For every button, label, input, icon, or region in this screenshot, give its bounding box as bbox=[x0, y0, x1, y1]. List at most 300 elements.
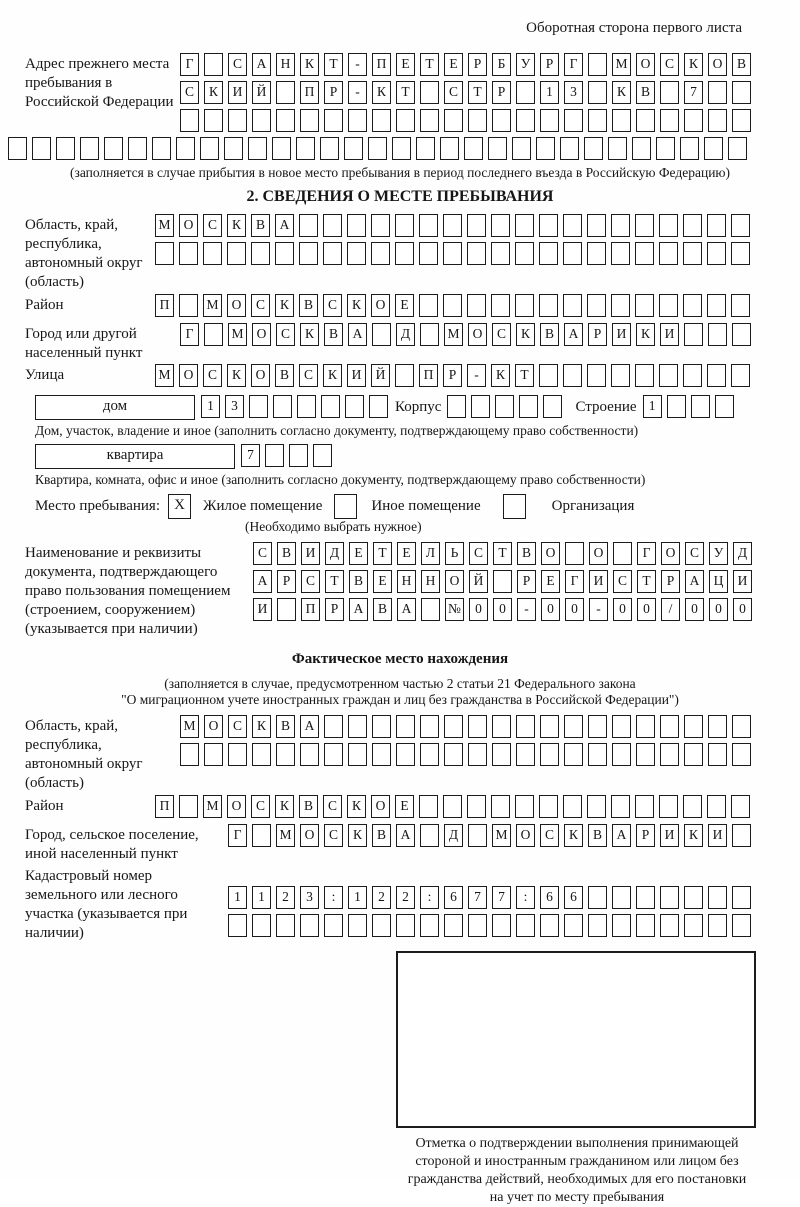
char-box[interactable]: К bbox=[491, 364, 510, 387]
char-box[interactable] bbox=[152, 137, 171, 160]
char-box[interactable] bbox=[179, 242, 198, 265]
char-box[interactable] bbox=[299, 214, 318, 237]
char-box[interactable]: И bbox=[589, 570, 608, 593]
char-box[interactable]: Р bbox=[588, 323, 607, 346]
char-box[interactable] bbox=[608, 137, 627, 160]
char-box[interactable] bbox=[612, 109, 631, 132]
char-box[interactable]: С bbox=[180, 81, 199, 104]
char-box[interactable]: О bbox=[251, 364, 270, 387]
char-box[interactable]: Р bbox=[636, 824, 655, 847]
char-box[interactable] bbox=[204, 323, 223, 346]
char-box[interactable]: 3 bbox=[300, 886, 319, 909]
char-box[interactable] bbox=[419, 214, 438, 237]
char-box[interactable] bbox=[492, 715, 511, 738]
checkbox-residential[interactable]: X bbox=[168, 494, 191, 519]
char-box[interactable]: Й bbox=[469, 570, 488, 593]
char-box[interactable] bbox=[420, 824, 439, 847]
char-box[interactable] bbox=[635, 294, 654, 317]
char-box[interactable] bbox=[467, 294, 486, 317]
char-box[interactable]: И bbox=[253, 598, 272, 621]
char-box[interactable]: И bbox=[612, 323, 631, 346]
char-box[interactable]: О bbox=[204, 715, 223, 738]
char-box[interactable] bbox=[728, 137, 747, 160]
char-box[interactable]: Т bbox=[396, 81, 415, 104]
char-box[interactable] bbox=[563, 364, 582, 387]
char-box[interactable] bbox=[515, 795, 534, 818]
char-box[interactable] bbox=[684, 109, 703, 132]
char-box[interactable] bbox=[543, 395, 562, 418]
char-box[interactable] bbox=[708, 886, 727, 909]
char-box[interactable] bbox=[396, 743, 415, 766]
char-box[interactable] bbox=[560, 137, 579, 160]
char-box[interactable] bbox=[276, 81, 295, 104]
char-box[interactable]: С bbox=[276, 323, 295, 346]
char-box[interactable]: Т bbox=[373, 542, 392, 565]
char-box[interactable]: В bbox=[275, 364, 294, 387]
char-box[interactable]: : bbox=[420, 886, 439, 909]
char-box[interactable]: 3 bbox=[225, 395, 244, 418]
char-box[interactable] bbox=[276, 109, 295, 132]
char-box[interactable]: К bbox=[612, 81, 631, 104]
char-box[interactable]: О bbox=[636, 53, 655, 76]
char-box[interactable] bbox=[324, 715, 343, 738]
char-box[interactable]: С bbox=[253, 542, 272, 565]
char-box[interactable] bbox=[421, 598, 440, 621]
checkbox-organization[interactable] bbox=[503, 494, 526, 519]
char-box[interactable]: В bbox=[276, 715, 295, 738]
char-box[interactable] bbox=[683, 364, 702, 387]
char-box[interactable]: № bbox=[445, 598, 464, 621]
char-box[interactable] bbox=[539, 242, 558, 265]
char-box[interactable]: А bbox=[300, 715, 319, 738]
char-box[interactable]: К bbox=[564, 824, 583, 847]
char-box[interactable] bbox=[180, 109, 199, 132]
char-box[interactable] bbox=[420, 914, 439, 937]
char-box[interactable]: В bbox=[540, 323, 559, 346]
char-box[interactable] bbox=[395, 364, 414, 387]
char-box[interactable] bbox=[667, 395, 686, 418]
char-box[interactable]: В bbox=[299, 795, 318, 818]
char-box[interactable] bbox=[179, 294, 198, 317]
char-box[interactable] bbox=[707, 364, 726, 387]
char-box[interactable] bbox=[252, 824, 271, 847]
char-box[interactable]: И bbox=[347, 364, 366, 387]
char-box[interactable] bbox=[392, 137, 411, 160]
char-box[interactable]: К bbox=[275, 294, 294, 317]
char-box[interactable]: Р bbox=[277, 570, 296, 593]
char-box[interactable] bbox=[683, 242, 702, 265]
char-box[interactable] bbox=[612, 914, 631, 937]
char-box[interactable] bbox=[732, 109, 751, 132]
char-box[interactable] bbox=[296, 137, 315, 160]
char-box[interactable] bbox=[324, 743, 343, 766]
char-box[interactable]: 0 bbox=[613, 598, 632, 621]
char-box[interactable]: А bbox=[685, 570, 704, 593]
char-box[interactable]: 2 bbox=[396, 886, 415, 909]
char-box[interactable] bbox=[660, 914, 679, 937]
char-box[interactable] bbox=[708, 715, 727, 738]
char-box[interactable]: Н bbox=[397, 570, 416, 593]
char-box[interactable] bbox=[444, 743, 463, 766]
char-box[interactable]: 1 bbox=[252, 886, 271, 909]
char-box[interactable]: С bbox=[324, 824, 343, 847]
char-box[interactable]: М bbox=[155, 214, 174, 237]
char-box[interactable] bbox=[731, 242, 750, 265]
char-box[interactable] bbox=[252, 914, 271, 937]
char-box[interactable]: О bbox=[227, 294, 246, 317]
char-box[interactable] bbox=[420, 715, 439, 738]
char-box[interactable] bbox=[467, 795, 486, 818]
char-box[interactable]: А bbox=[612, 824, 631, 847]
char-box[interactable]: 1 bbox=[643, 395, 662, 418]
char-box[interactable]: М bbox=[228, 323, 247, 346]
char-box[interactable]: К bbox=[347, 795, 366, 818]
char-box[interactable]: М bbox=[276, 824, 295, 847]
char-box[interactable] bbox=[516, 743, 535, 766]
char-box[interactable] bbox=[635, 364, 654, 387]
char-box[interactable] bbox=[372, 323, 391, 346]
char-box[interactable]: К bbox=[372, 81, 391, 104]
char-box[interactable]: А bbox=[349, 598, 368, 621]
char-box[interactable] bbox=[660, 109, 679, 132]
char-box[interactable] bbox=[684, 715, 703, 738]
char-box[interactable] bbox=[249, 395, 268, 418]
char-box[interactable] bbox=[540, 109, 559, 132]
char-box[interactable]: И bbox=[228, 81, 247, 104]
char-box[interactable]: А bbox=[348, 323, 367, 346]
char-box[interactable] bbox=[276, 914, 295, 937]
char-box[interactable]: : bbox=[516, 886, 535, 909]
char-box[interactable]: - bbox=[348, 81, 367, 104]
char-box[interactable]: А bbox=[396, 824, 415, 847]
char-box[interactable] bbox=[660, 886, 679, 909]
char-box[interactable] bbox=[731, 214, 750, 237]
char-box[interactable]: О bbox=[661, 542, 680, 565]
char-box[interactable] bbox=[613, 542, 632, 565]
char-box[interactable] bbox=[227, 242, 246, 265]
char-box[interactable] bbox=[611, 214, 630, 237]
char-box[interactable] bbox=[444, 914, 463, 937]
char-box[interactable]: Т bbox=[325, 570, 344, 593]
char-box[interactable]: 7 bbox=[241, 444, 260, 467]
char-box[interactable]: К bbox=[684, 824, 703, 847]
char-box[interactable] bbox=[468, 109, 487, 132]
char-box[interactable]: О bbox=[445, 570, 464, 593]
char-box[interactable]: С bbox=[323, 795, 342, 818]
char-box[interactable] bbox=[564, 715, 583, 738]
char-box[interactable] bbox=[345, 395, 364, 418]
char-box[interactable] bbox=[347, 242, 366, 265]
char-box[interactable] bbox=[321, 395, 340, 418]
char-box[interactable]: П bbox=[155, 795, 174, 818]
char-box[interactable]: К bbox=[636, 323, 655, 346]
char-box[interactable] bbox=[660, 81, 679, 104]
char-box[interactable]: К bbox=[347, 294, 366, 317]
char-box[interactable]: О bbox=[179, 364, 198, 387]
char-box[interactable] bbox=[732, 323, 751, 346]
char-box[interactable]: К bbox=[348, 824, 367, 847]
char-box[interactable] bbox=[612, 886, 631, 909]
char-box[interactable]: Н bbox=[421, 570, 440, 593]
char-box[interactable]: 0 bbox=[709, 598, 728, 621]
char-box[interactable] bbox=[348, 715, 367, 738]
char-box[interactable] bbox=[180, 743, 199, 766]
char-box[interactable]: М bbox=[444, 323, 463, 346]
char-box[interactable] bbox=[420, 743, 439, 766]
char-box[interactable]: 1 bbox=[348, 886, 367, 909]
char-box[interactable] bbox=[704, 137, 723, 160]
char-box[interactable] bbox=[420, 81, 439, 104]
char-box[interactable] bbox=[732, 914, 751, 937]
char-box[interactable] bbox=[395, 214, 414, 237]
char-box[interactable] bbox=[344, 137, 363, 160]
char-box[interactable] bbox=[540, 743, 559, 766]
char-box[interactable] bbox=[320, 137, 339, 160]
char-box[interactable] bbox=[488, 137, 507, 160]
char-box[interactable] bbox=[251, 242, 270, 265]
char-box[interactable]: С bbox=[228, 53, 247, 76]
char-box[interactable]: 1 bbox=[540, 81, 559, 104]
char-box[interactable] bbox=[636, 886, 655, 909]
char-box[interactable] bbox=[659, 242, 678, 265]
char-box[interactable]: С bbox=[323, 294, 342, 317]
char-box[interactable] bbox=[395, 242, 414, 265]
char-box[interactable]: 0 bbox=[565, 598, 584, 621]
char-box[interactable] bbox=[491, 242, 510, 265]
char-box[interactable]: Б bbox=[492, 53, 511, 76]
char-box[interactable] bbox=[203, 242, 222, 265]
char-box[interactable] bbox=[200, 137, 219, 160]
char-box[interactable] bbox=[420, 323, 439, 346]
char-box[interactable]: Й bbox=[252, 81, 271, 104]
char-box[interactable] bbox=[563, 795, 582, 818]
char-box[interactable] bbox=[683, 214, 702, 237]
char-box[interactable] bbox=[708, 743, 727, 766]
char-box[interactable] bbox=[228, 743, 247, 766]
char-box[interactable] bbox=[419, 795, 438, 818]
char-box[interactable] bbox=[493, 570, 512, 593]
char-box[interactable] bbox=[464, 137, 483, 160]
char-box[interactable] bbox=[313, 444, 332, 467]
char-box[interactable]: Т bbox=[420, 53, 439, 76]
char-box[interactable] bbox=[515, 294, 534, 317]
char-box[interactable] bbox=[540, 914, 559, 937]
char-box[interactable] bbox=[516, 81, 535, 104]
char-box[interactable]: - bbox=[467, 364, 486, 387]
char-box[interactable] bbox=[104, 137, 123, 160]
char-box[interactable] bbox=[372, 109, 391, 132]
char-box[interactable]: К bbox=[300, 53, 319, 76]
char-box[interactable]: Г bbox=[564, 53, 583, 76]
char-box[interactable] bbox=[252, 109, 271, 132]
char-box[interactable] bbox=[324, 109, 343, 132]
char-box[interactable] bbox=[176, 137, 195, 160]
char-box[interactable] bbox=[368, 137, 387, 160]
char-box[interactable] bbox=[8, 137, 27, 160]
char-box[interactable]: 3 bbox=[564, 81, 583, 104]
char-box[interactable] bbox=[584, 137, 603, 160]
char-box[interactable] bbox=[540, 715, 559, 738]
char-box[interactable] bbox=[515, 242, 534, 265]
char-box[interactable] bbox=[324, 914, 343, 937]
char-box[interactable] bbox=[32, 137, 51, 160]
char-box[interactable]: Е bbox=[373, 570, 392, 593]
char-box[interactable]: А bbox=[252, 53, 271, 76]
char-box[interactable] bbox=[707, 795, 726, 818]
char-box[interactable] bbox=[588, 53, 607, 76]
char-box[interactable] bbox=[491, 294, 510, 317]
char-box[interactable] bbox=[299, 242, 318, 265]
char-box[interactable]: У bbox=[516, 53, 535, 76]
char-box[interactable] bbox=[228, 109, 247, 132]
char-box[interactable]: В bbox=[588, 824, 607, 847]
char-box[interactable]: О bbox=[708, 53, 727, 76]
char-box[interactable] bbox=[416, 137, 435, 160]
char-box[interactable] bbox=[587, 364, 606, 387]
char-box[interactable]: С bbox=[228, 715, 247, 738]
char-box[interactable]: Т bbox=[493, 542, 512, 565]
char-box[interactable]: Т bbox=[515, 364, 534, 387]
char-box[interactable]: А bbox=[397, 598, 416, 621]
char-box[interactable] bbox=[204, 743, 223, 766]
char-box[interactable] bbox=[708, 109, 727, 132]
char-box[interactable]: С bbox=[301, 570, 320, 593]
char-box[interactable]: Г bbox=[637, 542, 656, 565]
char-box[interactable]: Д bbox=[396, 323, 415, 346]
char-box[interactable] bbox=[635, 795, 654, 818]
char-box[interactable] bbox=[56, 137, 75, 160]
char-box[interactable] bbox=[587, 795, 606, 818]
char-box[interactable] bbox=[539, 294, 558, 317]
char-box[interactable] bbox=[656, 137, 675, 160]
char-box[interactable]: О bbox=[371, 795, 390, 818]
char-box[interactable]: Е bbox=[395, 294, 414, 317]
char-box[interactable]: Е bbox=[541, 570, 560, 593]
char-box[interactable] bbox=[300, 743, 319, 766]
char-box[interactable]: Р bbox=[443, 364, 462, 387]
char-box[interactable] bbox=[272, 137, 291, 160]
char-box[interactable] bbox=[635, 214, 654, 237]
char-box[interactable] bbox=[683, 795, 702, 818]
char-box[interactable]: К bbox=[227, 364, 246, 387]
char-box[interactable] bbox=[228, 914, 247, 937]
char-box[interactable]: К bbox=[323, 364, 342, 387]
char-box[interactable]: В bbox=[299, 294, 318, 317]
char-box[interactable]: 0 bbox=[733, 598, 752, 621]
char-box[interactable]: М bbox=[155, 364, 174, 387]
char-box[interactable] bbox=[396, 715, 415, 738]
char-box[interactable] bbox=[204, 109, 223, 132]
char-box[interactable] bbox=[516, 914, 535, 937]
char-box[interactable]: Ц bbox=[709, 570, 728, 593]
char-box[interactable]: Е bbox=[349, 542, 368, 565]
char-box[interactable]: К bbox=[275, 795, 294, 818]
char-box[interactable] bbox=[588, 743, 607, 766]
char-box[interactable] bbox=[659, 364, 678, 387]
char-box[interactable] bbox=[444, 715, 463, 738]
char-box[interactable] bbox=[659, 294, 678, 317]
char-box[interactable]: К bbox=[227, 214, 246, 237]
char-box[interactable] bbox=[224, 137, 243, 160]
char-box[interactable]: В bbox=[373, 598, 392, 621]
char-box[interactable] bbox=[369, 395, 388, 418]
char-box[interactable] bbox=[515, 214, 534, 237]
char-box[interactable] bbox=[371, 214, 390, 237]
char-box[interactable] bbox=[443, 294, 462, 317]
char-box[interactable]: М bbox=[203, 795, 222, 818]
char-box[interactable] bbox=[491, 795, 510, 818]
char-box[interactable] bbox=[732, 824, 751, 847]
char-box[interactable] bbox=[611, 242, 630, 265]
char-box[interactable]: 6 bbox=[564, 886, 583, 909]
char-box[interactable] bbox=[588, 715, 607, 738]
char-box[interactable]: Е bbox=[444, 53, 463, 76]
char-box[interactable] bbox=[731, 364, 750, 387]
char-box[interactable]: И bbox=[708, 824, 727, 847]
char-box[interactable]: К bbox=[684, 53, 703, 76]
char-box[interactable]: Й bbox=[371, 364, 390, 387]
char-box[interactable] bbox=[715, 395, 734, 418]
char-box[interactable] bbox=[443, 242, 462, 265]
char-box[interactable]: К bbox=[300, 323, 319, 346]
char-box[interactable] bbox=[444, 109, 463, 132]
char-box[interactable] bbox=[588, 81, 607, 104]
char-box[interactable]: К bbox=[516, 323, 535, 346]
char-box[interactable]: О bbox=[589, 542, 608, 565]
char-box[interactable] bbox=[273, 395, 292, 418]
char-box[interactable] bbox=[323, 242, 342, 265]
char-box[interactable] bbox=[348, 914, 367, 937]
char-box[interactable]: Р bbox=[517, 570, 536, 593]
char-box[interactable] bbox=[396, 914, 415, 937]
char-box[interactable] bbox=[564, 743, 583, 766]
char-box[interactable]: О bbox=[371, 294, 390, 317]
char-box[interactable] bbox=[323, 214, 342, 237]
char-box[interactable]: Г bbox=[180, 53, 199, 76]
char-box[interactable] bbox=[587, 214, 606, 237]
char-box[interactable]: Г bbox=[228, 824, 247, 847]
char-box[interactable] bbox=[632, 137, 651, 160]
char-box[interactable]: Т bbox=[468, 81, 487, 104]
char-box[interactable] bbox=[588, 914, 607, 937]
checkbox-other-premises[interactable] bbox=[334, 494, 357, 519]
char-box[interactable]: У bbox=[709, 542, 728, 565]
char-box[interactable] bbox=[348, 743, 367, 766]
char-box[interactable]: Н bbox=[276, 53, 295, 76]
char-box[interactable]: 1 bbox=[228, 886, 247, 909]
char-box[interactable] bbox=[732, 715, 751, 738]
char-box[interactable]: С bbox=[540, 824, 559, 847]
char-box[interactable] bbox=[371, 242, 390, 265]
char-box[interactable]: О bbox=[252, 323, 271, 346]
char-box[interactable] bbox=[516, 109, 535, 132]
char-box[interactable]: О bbox=[516, 824, 535, 847]
char-box[interactable]: - bbox=[589, 598, 608, 621]
char-box[interactable]: В bbox=[517, 542, 536, 565]
char-box[interactable] bbox=[731, 294, 750, 317]
char-box[interactable]: О bbox=[541, 542, 560, 565]
char-box[interactable] bbox=[468, 743, 487, 766]
char-box[interactable] bbox=[732, 743, 751, 766]
char-box[interactable] bbox=[512, 137, 531, 160]
char-box[interactable]: В bbox=[732, 53, 751, 76]
char-box[interactable]: О bbox=[468, 323, 487, 346]
char-box[interactable]: И bbox=[733, 570, 752, 593]
char-box[interactable] bbox=[635, 242, 654, 265]
char-box[interactable] bbox=[660, 743, 679, 766]
char-box[interactable]: С bbox=[203, 214, 222, 237]
char-box[interactable]: А bbox=[564, 323, 583, 346]
